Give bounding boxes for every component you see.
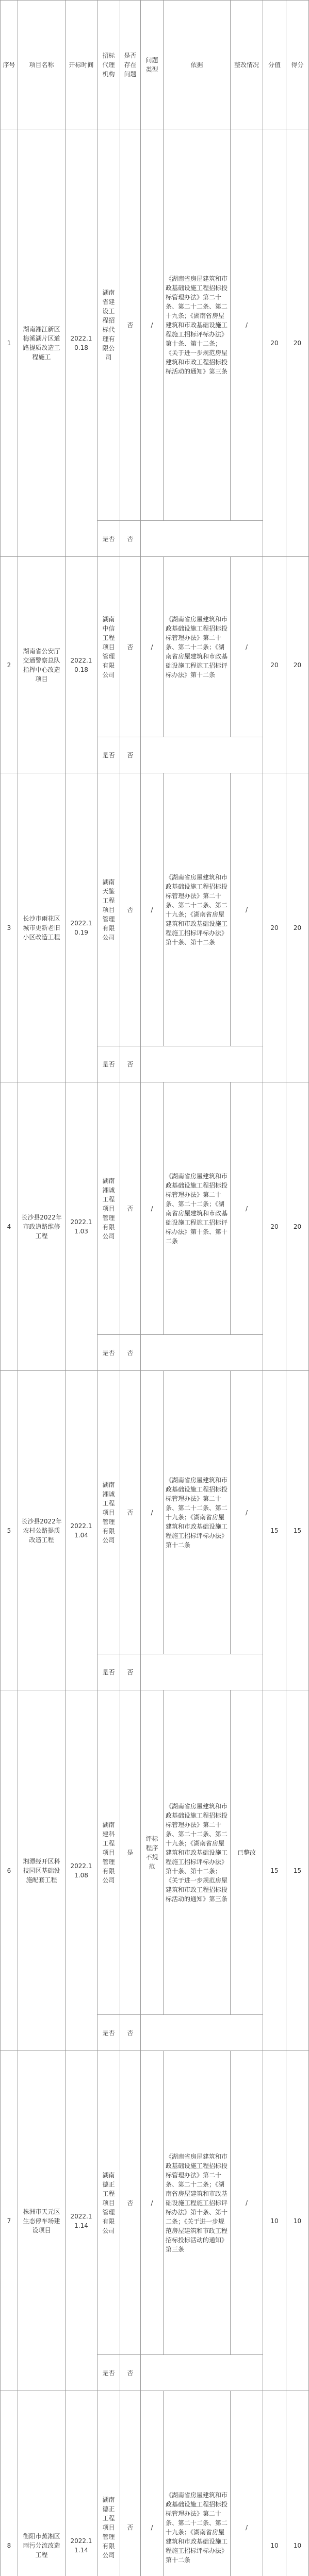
- cell-sub-answer: [120, 2355, 141, 2391]
- header-row: [1, 1, 309, 129]
- cell-basis-text: 《湖南省房屋建筑和市政基础设施工程招标投标管理办法》第二十条、第二十二条；《湖南省房屋建筑和市政基础设施工程施工招标评标办法》第十条、第十二条；《关于进一步规范房屋建筑和市政工程招标投标活动的通知》第三条: [166, 2153, 228, 2253]
- cell-rectification-text: /: [245, 2523, 248, 2531]
- table-body: [1, 129, 309, 2576]
- cell-issue-type: [141, 2391, 164, 2576]
- cell-score-text: 20: [293, 924, 302, 931]
- cell-project-name-text: 长沙县2022年农村公路提质改造工程: [21, 1517, 62, 1544]
- cell-project-name: [18, 2391, 66, 2576]
- cell-basis-text: 《湖南省房屋建筑和市政基础设施工程招标投标管理办法》第二十条、第二十二条、第二十九条；《湖南省房屋建筑和市政基础设施工程施工招标评标办法》第十二条: [166, 2491, 228, 2564]
- cell-no-text: 1: [7, 339, 11, 347]
- header-open-date: [66, 1, 97, 129]
- cell-issue: [120, 129, 141, 521]
- cell-sub-check-text: 是否: [102, 1668, 115, 1676]
- cell-issue-type: [141, 773, 164, 1046]
- cell-score-text: 10: [293, 2217, 302, 2225]
- cell-rectification: [231, 2391, 263, 2576]
- cell-sub-check-text: 是否: [102, 751, 115, 759]
- cell-sub-check: [97, 2355, 120, 2391]
- cell-full-score-text: 15: [270, 1867, 279, 1874]
- cell-rectification: [231, 1690, 263, 2015]
- cell-issue-type: [141, 1371, 164, 1654]
- cell-agency: [97, 129, 120, 521]
- cell-score: [286, 1690, 309, 2051]
- cell-no-text: 4: [7, 1223, 11, 1230]
- cell-basis-text: 《湖南省房屋建筑和市政基础设施工程招标投标管理办法》第二十条、第二十二条；《湖南省房屋建筑和市政基础设施工程施工招标评标办法》第十二条: [166, 615, 228, 679]
- cell-agency-text: 湖南德正工程项目管理有限公司: [102, 2171, 115, 2234]
- cell-sub-check: [97, 1046, 120, 1082]
- cell-issue-text: 是: [127, 1849, 134, 1856]
- cell-sub-check-text: 是否: [102, 1060, 115, 1068]
- cell-open-date: [66, 557, 97, 773]
- cell-agency: [97, 1690, 120, 2015]
- cell-project-name: [18, 1690, 66, 2051]
- cell-rectification-text: 已整改: [237, 1849, 256, 1856]
- cell-open-date: [66, 2391, 97, 2576]
- cell-agency-text: 湖南中信工程项目管理有限公司: [102, 615, 115, 679]
- cell-agency: [97, 2051, 120, 2355]
- cell-no: [1, 2391, 18, 2576]
- cell-sub-answer: [120, 737, 141, 773]
- cell-agency-text: 湖南湘诚工程项目管理有限公司: [102, 1481, 115, 1544]
- cell-agency-text: 湖南省建设工程招标代理有限公司: [102, 289, 115, 361]
- header-issue-type: [141, 1, 164, 129]
- cell-full-score: [263, 557, 286, 773]
- cell-sub-empty: [141, 1654, 263, 1690]
- cell-sub-check-text: 是否: [102, 2369, 115, 2377]
- table-row: [1, 1082, 309, 1335]
- cell-rectification-text: /: [245, 2199, 248, 2207]
- cell-rectification-text: /: [245, 643, 248, 651]
- cell-sub-answer-text: 否: [127, 1060, 134, 1068]
- cell-open-date-text: 2022.11.14: [70, 2212, 92, 2229]
- header-basis-text: 依据: [190, 61, 203, 69]
- cell-issue: [120, 2391, 141, 2576]
- cell-sub-check-text: 是否: [102, 1349, 115, 1357]
- cell-basis: [164, 1082, 231, 1335]
- cell-full-score-text: 15: [270, 1527, 279, 1534]
- cell-sub-empty: [141, 2355, 263, 2391]
- cell-issue-type: [141, 1082, 164, 1335]
- cell-sub-check: [97, 1654, 120, 1690]
- cell-sub-empty: [141, 2015, 263, 2051]
- cell-sub-answer: [120, 521, 141, 557]
- cell-rectification: [231, 2051, 263, 2355]
- header-agency: [97, 1, 120, 129]
- cell-full-score: [263, 1371, 286, 1690]
- cell-agency-text: 湖南湘诚工程项目管理有限公司: [102, 1177, 115, 1240]
- cell-full-score: [263, 129, 286, 557]
- cell-project-name-text: 湖南省公安厅交通警察总队指挥中心改造项目: [23, 647, 60, 683]
- cell-basis: [164, 773, 231, 1046]
- cell-basis-text: 《湖南省房屋建筑和市政基础设施工程招标投标管理办法》第二十条、第二十二条；《湖南省房屋建筑和市政基础设施工程施工招标评标办法》第十条、第十二条: [166, 1172, 228, 1245]
- header-rectification: [231, 1, 263, 129]
- cell-score-text: 15: [293, 1527, 302, 1534]
- cell-basis: [164, 2051, 231, 2355]
- cell-project-name: [18, 129, 66, 557]
- cell-project-name-text: 长沙市雨花区城市更新老旧小区改造工程: [23, 914, 60, 941]
- cell-full-score: [263, 2391, 286, 2576]
- cell-issue-type: [141, 1690, 164, 2015]
- cell-basis-text: 《湖南省房屋建筑和市政基础设施工程招标投标管理办法》第二十条、第二十二条、第二十九条；《湖南省房屋建筑和市政基础设施工程施工招标评标办法》第十二条: [166, 1476, 228, 1549]
- cell-project-name: [18, 1082, 66, 1371]
- cell-sub-empty: [141, 1335, 263, 1371]
- cell-sub-answer-text: 否: [127, 2369, 134, 2377]
- cell-sub-empty-text: [141, 1063, 263, 1066]
- header-score: [286, 1, 309, 129]
- cell-issue-type: [141, 129, 164, 521]
- cell-sub-empty-text: [141, 2031, 263, 2035]
- cell-issue-text: 否: [127, 1509, 134, 1516]
- cell-issue-type-text: /: [151, 1205, 153, 1212]
- cell-project-name-text: 衡阳市蒸湘区雨污分流改造工程: [23, 2532, 60, 2558]
- table-row: [1, 1371, 309, 1654]
- cell-full-score-text: 20: [270, 924, 279, 931]
- cell-basis: [164, 557, 231, 737]
- cell-issue-text: 否: [127, 2523, 134, 2531]
- cell-open-date: [66, 1371, 97, 1690]
- cell-agency-text: 湖南建科工程项目管理有限公司: [102, 1821, 115, 1884]
- cell-no-text: 3: [7, 924, 11, 931]
- header-no-text: 序号: [3, 61, 15, 69]
- cell-issue-type-text: /: [151, 2523, 153, 2531]
- cell-score-text: 20: [293, 1223, 302, 1230]
- cell-issue-type-text: 评标程序不规范: [145, 1835, 158, 1870]
- header-issue-text: 是否存在问题: [124, 52, 137, 78]
- cell-score-text: 20: [293, 661, 302, 669]
- cell-no: [1, 1690, 18, 2051]
- cell-basis-text: 《湖南省房屋建筑和市政基础设施工程招标投标管理办法》第二十条、第二十二条、第二十九条；《湖南省房屋建筑和市政基础设施工程施工招标评标办法》第十条、第十二条；《关于进一步规范房屋建筑和市政工程招标投标活动的通知》第三条: [166, 1802, 228, 1903]
- cell-score-text: 10: [293, 2541, 302, 2549]
- cell-agency: [97, 557, 120, 737]
- cell-sub-answer-text: 否: [127, 1668, 134, 1676]
- cell-issue-text: 否: [127, 321, 134, 329]
- cell-open-date: [66, 129, 97, 557]
- header-project-name: [18, 1, 66, 129]
- cell-issue: [120, 1690, 141, 2015]
- cell-no-text: 6: [7, 1867, 11, 1874]
- cell-full-score-text: 20: [270, 661, 279, 669]
- cell-issue-type-text: /: [151, 1509, 153, 1516]
- cell-agency: [97, 1082, 120, 1335]
- cell-issue: [120, 773, 141, 1046]
- cell-score: [286, 1371, 309, 1690]
- cell-rectification-text: /: [245, 1205, 248, 1212]
- header-basis: [164, 1, 231, 129]
- table-row: [1, 1690, 309, 2015]
- cell-full-score-text: 10: [270, 2217, 279, 2225]
- cell-issue-type-text: /: [151, 906, 153, 913]
- cell-project-name: [18, 773, 66, 1082]
- cell-basis-text: 《湖南省房屋建筑和市政基础设施工程招标投标管理办法》第二十条、第二十二条、第二十九条；《湖南省房屋建筑和市政基础设施工程施工招标评标办法》第十条、第十二条: [166, 873, 228, 946]
- cell-project-name: [18, 2051, 66, 2391]
- cell-sub-answer: [120, 1654, 141, 1690]
- header-full-score: [263, 1, 286, 129]
- table-row: [1, 2391, 309, 2576]
- cell-rectification: [231, 129, 263, 521]
- cell-sub-empty: [141, 737, 263, 773]
- cell-project-name: [18, 1371, 66, 1690]
- table-row: [1, 773, 309, 1046]
- cell-sub-empty-text: [141, 1351, 263, 1354]
- cell-open-date: [66, 773, 97, 1082]
- header-issue-type-text: 问题类型: [145, 56, 158, 73]
- cell-open-date-text: 2022.10.18: [70, 334, 92, 351]
- header-issue: [120, 1, 141, 129]
- cell-open-date: [66, 2051, 97, 2391]
- cell-sub-empty-text: [141, 1671, 263, 1674]
- cell-rectification: [231, 557, 263, 737]
- cell-sub-empty: [141, 1046, 263, 1082]
- cell-rectification-text: /: [245, 1509, 248, 1516]
- cell-project-name-text: 湘潭经开区科技园区基础设施配套工程: [23, 1857, 60, 1884]
- cell-open-date: [66, 1082, 97, 1371]
- cell-sub-answer-text: 否: [127, 1349, 134, 1357]
- cell-sub-empty-text: [141, 754, 263, 757]
- cell-rectification-text: /: [245, 906, 248, 913]
- cell-sub-check: [97, 521, 120, 557]
- cell-no: [1, 129, 18, 557]
- cell-agency: [97, 1371, 120, 1654]
- cell-open-date-text: 2022.11.14: [70, 2537, 92, 2554]
- cell-score: [286, 2051, 309, 2391]
- cell-project-name: [18, 557, 66, 773]
- cell-basis-text: 《湖南省房屋建筑和市政基础设施工程招标投标管理办法》第二十条、第二十二条、第二十九条；《湖南省房屋建筑和市政基础设施工程施工招标评标办法》第十条、第十二条；《关于进一步规范房屋建筑和市政工程招标投标活动的通知》第三条: [166, 275, 228, 375]
- cell-full-score: [263, 1082, 286, 1371]
- cell-sub-empty-text: [141, 2371, 263, 2375]
- cell-issue: [120, 557, 141, 737]
- cell-open-date-text: 2022.11.08: [70, 1862, 92, 1879]
- cell-score-text: 15: [293, 1867, 302, 1874]
- header-rectification-text: 整改情况: [234, 61, 259, 69]
- table-row: [1, 2051, 309, 2355]
- table-row: [1, 129, 309, 521]
- table-row: [1, 557, 309, 737]
- cell-sub-answer: [120, 1335, 141, 1371]
- cell-sub-check: [97, 2015, 120, 2051]
- cell-no-text: 7: [7, 2217, 11, 2225]
- cell-issue-text: 否: [127, 643, 134, 651]
- header-agency-text: 招标代理机构: [102, 52, 115, 78]
- cell-sub-answer: [120, 1046, 141, 1082]
- cell-sub-answer: [120, 2015, 141, 2051]
- cell-full-score-text: 20: [270, 339, 279, 347]
- cell-score: [286, 2391, 309, 2576]
- cell-sub-check-text: 是否: [102, 535, 115, 543]
- cell-full-score-text: 10: [270, 2541, 279, 2549]
- cell-no: [1, 1371, 18, 1690]
- cell-basis: [164, 2391, 231, 2576]
- cell-full-score: [263, 1690, 286, 2051]
- cell-sub-empty: [141, 521, 263, 557]
- cell-rectification: [231, 773, 263, 1046]
- cell-score-text: 20: [293, 339, 302, 347]
- cell-sub-check: [97, 1335, 120, 1371]
- cell-project-name-text: 湖南湘江新区梅溪湖片区道路提质改造工程施工: [23, 325, 60, 361]
- cell-issue-text: 否: [127, 2199, 134, 2207]
- cell-open-date-text: 2022.10.18: [70, 656, 92, 673]
- cell-issue-type: [141, 2051, 164, 2355]
- header-score-text: 得分: [291, 61, 304, 69]
- cell-no: [1, 557, 18, 773]
- cell-sub-answer-text: 否: [127, 751, 134, 759]
- cell-basis: [164, 1371, 231, 1654]
- header-project-name-text: 项目名称: [29, 61, 54, 69]
- cell-basis: [164, 129, 231, 521]
- cell-sub-empty-text: [141, 537, 263, 540]
- cell-full-score: [263, 2051, 286, 2391]
- cell-basis: [164, 1690, 231, 2015]
- header-full-score-text: 分值: [268, 61, 281, 69]
- cell-issue-text: 否: [127, 1205, 134, 1212]
- cell-agency-text: 湖南德正工程项目管理有限公司: [102, 2496, 115, 2559]
- cell-open-date-text: 2022.11.04: [70, 1522, 92, 1539]
- cell-issue-type-text: /: [151, 321, 153, 329]
- cell-project-name-text: 株洲市天元区生态停车场建设项目: [23, 2208, 60, 2234]
- cell-sub-answer-text: 否: [127, 535, 134, 543]
- cell-no-text: 8: [7, 2541, 11, 2549]
- cell-no: [1, 773, 18, 1082]
- cell-agency: [97, 773, 120, 1046]
- cell-score: [286, 1082, 309, 1371]
- cell-project-name-text: 长沙县2022年市政道路维修工程: [21, 1213, 62, 1240]
- cell-open-date-text: 2022.10.19: [70, 919, 92, 936]
- cell-sub-check-text: 是否: [102, 2029, 115, 2037]
- header-open-date-text: 开标时间: [69, 61, 94, 69]
- cell-rectification-text: /: [245, 321, 248, 329]
- cell-rectification: [231, 1371, 263, 1654]
- cell-agency: [97, 2391, 120, 2576]
- cell-no-text: 5: [7, 1527, 11, 1534]
- cell-score: [286, 773, 309, 1082]
- cell-score: [286, 557, 309, 773]
- cell-open-date: [66, 1690, 97, 2051]
- cell-issue: [120, 1371, 141, 1654]
- cell-no-text: 2: [7, 661, 11, 669]
- cell-issue: [120, 2051, 141, 2355]
- cell-issue-text: 否: [127, 906, 134, 913]
- cell-rectification: [231, 1082, 263, 1335]
- cell-issue-type-text: /: [151, 643, 153, 651]
- header-no: [1, 1, 18, 129]
- cell-sub-check: [97, 737, 120, 773]
- cell-no: [1, 1082, 18, 1371]
- cell-issue: [120, 1082, 141, 1335]
- cell-issue-type: [141, 557, 164, 737]
- cell-no: [1, 2051, 18, 2391]
- cell-score: [286, 129, 309, 557]
- cell-full-score-text: 20: [270, 1223, 279, 1230]
- cell-full-score: [263, 773, 286, 1082]
- cell-agency-text: 湖南天鉴工程项目管理有限公司: [102, 878, 115, 941]
- cell-sub-answer-text: 否: [127, 2029, 134, 2037]
- cell-open-date-text: 2022.11.03: [70, 1218, 92, 1235]
- cell-issue-type-text: /: [151, 2199, 153, 2207]
